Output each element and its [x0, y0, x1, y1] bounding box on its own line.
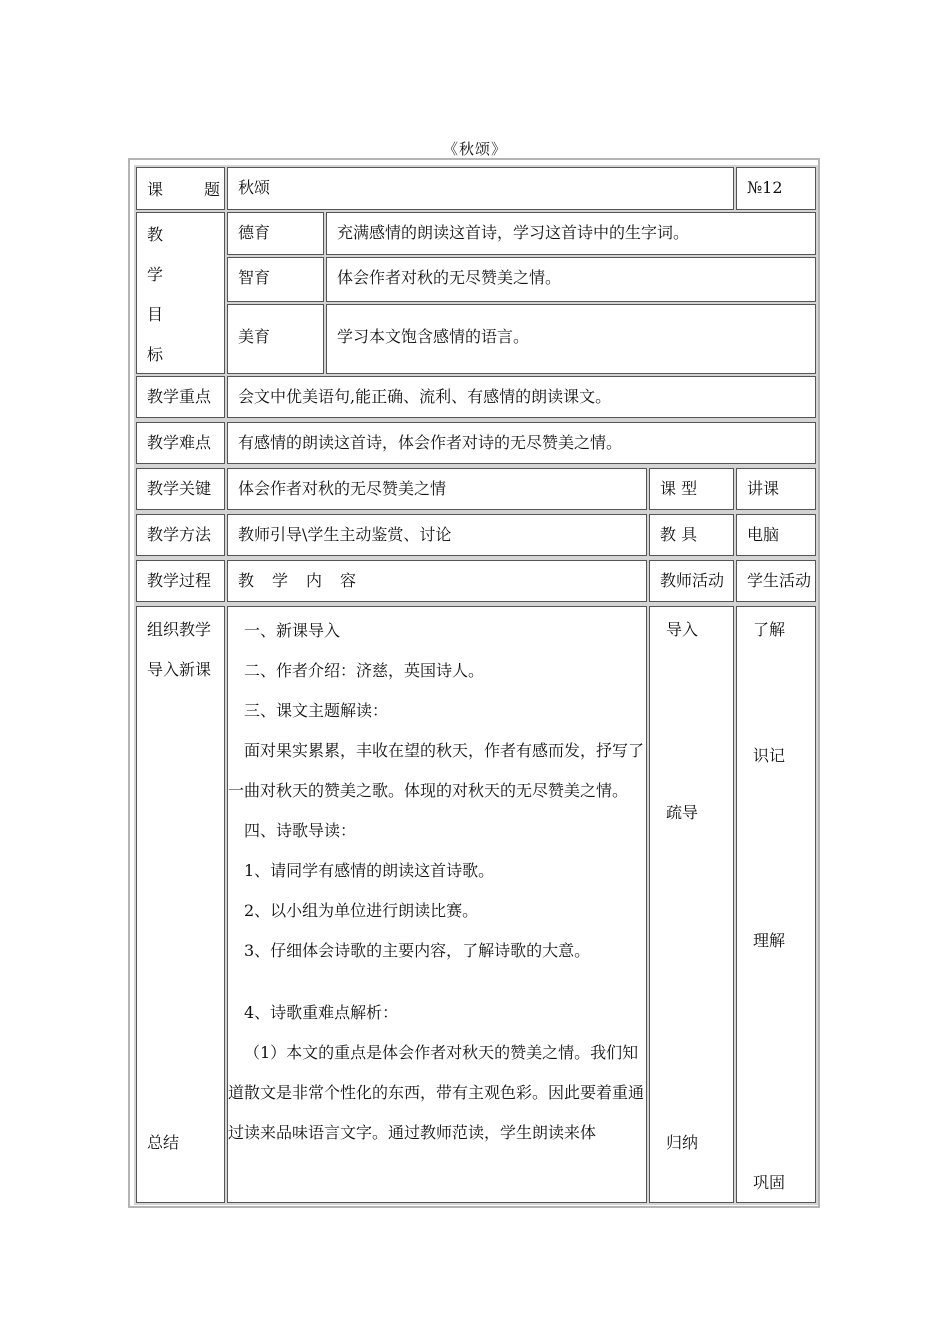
process-label: 教学过程 [147, 571, 212, 590]
goal-type: 智育 [238, 268, 271, 287]
tool-label: 教 具 [660, 525, 698, 544]
teacher-activity: 疏导 [666, 803, 699, 822]
teacher-activity: 归纳 [666, 1133, 699, 1152]
goals-label-char: 教 [147, 225, 164, 244]
tool-label-cell [649, 514, 734, 556]
stage-label: 组织教学 [147, 620, 212, 639]
student-activity: 巩固 [753, 1173, 786, 1192]
class-type-label-cell [649, 468, 734, 510]
method-label-cell [136, 514, 225, 556]
student-activity: 理解 [753, 931, 786, 950]
method-text-cell [227, 514, 647, 556]
page-title: 《秋颂》 [442, 140, 507, 158]
difficulty-label-cell [136, 422, 225, 464]
content-line: 三、课文主题解读： [244, 701, 389, 720]
goal-text: 充满感情的朗读这首诗，学习这首诗中的生字词。 [337, 223, 690, 242]
process-content-header: 教 学 内 容 [238, 571, 358, 590]
teacher-activity-header-cell [649, 560, 734, 602]
process-label-cell [136, 560, 225, 602]
student-activity-header: 学生活动 [747, 571, 812, 590]
stage-label: 总结 [147, 1133, 180, 1152]
content-line: 二、作者介绍：济慈，英国诗人。 [244, 661, 485, 680]
class-type-value-cell [736, 468, 816, 510]
tool-value-cell [736, 514, 816, 556]
content-line: 2、以小组为单位进行朗读比赛。 [244, 901, 479, 920]
method-label: 教学方法 [147, 525, 212, 544]
process-content-cell [227, 606, 647, 1203]
topic-label-b: 题 [203, 180, 220, 199]
student-activity: 识记 [753, 746, 786, 765]
difficulty-text-cell [227, 422, 816, 464]
class-type-label: 课 型 [660, 479, 698, 498]
topic-label-cell [136, 167, 225, 210]
goals-label-char: 标 [147, 345, 164, 364]
topic-label-a: 课 [147, 180, 164, 199]
difficulty-label: 教学难点 [147, 433, 212, 452]
goals-label-char: 目 [147, 305, 164, 324]
content-paragraph: 面对果实累累，丰收在望的秋天，作者有感而发，抒写了一曲对秋天的赞美之歌。体现的对秋天的无尽赞美之情。 [228, 741, 645, 800]
stage-cell [136, 606, 225, 1203]
content-line: 一、新课导入 [244, 621, 341, 640]
goal-type: 美育 [238, 327, 271, 346]
topic-value-cell [227, 167, 734, 210]
key-label-cell [136, 468, 225, 510]
content-line: 3、仔细体会诗歌的主要内容，了解诗歌的大意。 [244, 941, 591, 960]
goals-label-cell [136, 212, 225, 374]
teacher-activity-cell [649, 606, 734, 1203]
key-point-text: 会文中优美语句,能正确、流利、有感情的朗读课文。 [238, 387, 612, 406]
teacher-activity-header: 教师活动 [660, 571, 725, 590]
key-point-text-cell [227, 376, 816, 418]
goals-label-char: 学 [147, 265, 164, 284]
goal-text: 学习本文饱含感情的语言。 [337, 327, 530, 346]
student-activity-cell [736, 606, 816, 1203]
goal-text-cell [326, 212, 816, 255]
key-label: 教学关键 [147, 479, 212, 498]
teacher-activity: 导入 [666, 620, 699, 639]
key-point-label: 教学重点 [147, 387, 212, 406]
method-text: 教师引导\学生主动鉴赏、讨论 [238, 525, 452, 544]
content-line: 1、请同学有感情的朗读这首诗歌。 [244, 861, 495, 880]
goal-type: 德育 [238, 223, 271, 242]
content-line: 四、诗歌导读： [244, 821, 357, 840]
student-activity-header-cell [736, 560, 816, 602]
number-cell [736, 167, 816, 210]
stage-label: 导入新课 [147, 660, 212, 679]
student-activity: 了解 [753, 620, 786, 639]
goal-type-cell [227, 212, 324, 255]
goal-type-cell [227, 257, 324, 302]
key-point-label-cell [136, 376, 225, 418]
lesson-number: №12 [747, 178, 783, 197]
key-text: 体会作者对秋的无尽赞美之情 [238, 479, 447, 498]
key-text-cell [227, 468, 647, 510]
goal-text-cell [326, 304, 816, 374]
difficulty-text: 有感情的朗读这首诗，体会作者对诗的无尽赞美之情。 [238, 433, 623, 452]
content-paragraph: （1）本文的重点是体会作者对秋天的赞美之情。我们知道散文是非常个性化的东西，带有主观色彩。因此要着重通过读来品味语言文字。通过教师范读，学生朗读来体 [228, 1043, 645, 1142]
tool-value: 电脑 [747, 525, 780, 544]
topic-value: 秋颂 [238, 178, 271, 197]
lesson-plan-table [128, 158, 820, 1208]
process-content-header-cell [227, 560, 647, 602]
class-type-value: 讲课 [747, 479, 780, 498]
goal-text: 体会作者对秋的无尽赞美之情。 [337, 268, 562, 287]
goal-type-cell [227, 304, 324, 374]
content-line: 4、诗歌重难点解析： [244, 1003, 399, 1022]
goal-text-cell [326, 257, 816, 302]
